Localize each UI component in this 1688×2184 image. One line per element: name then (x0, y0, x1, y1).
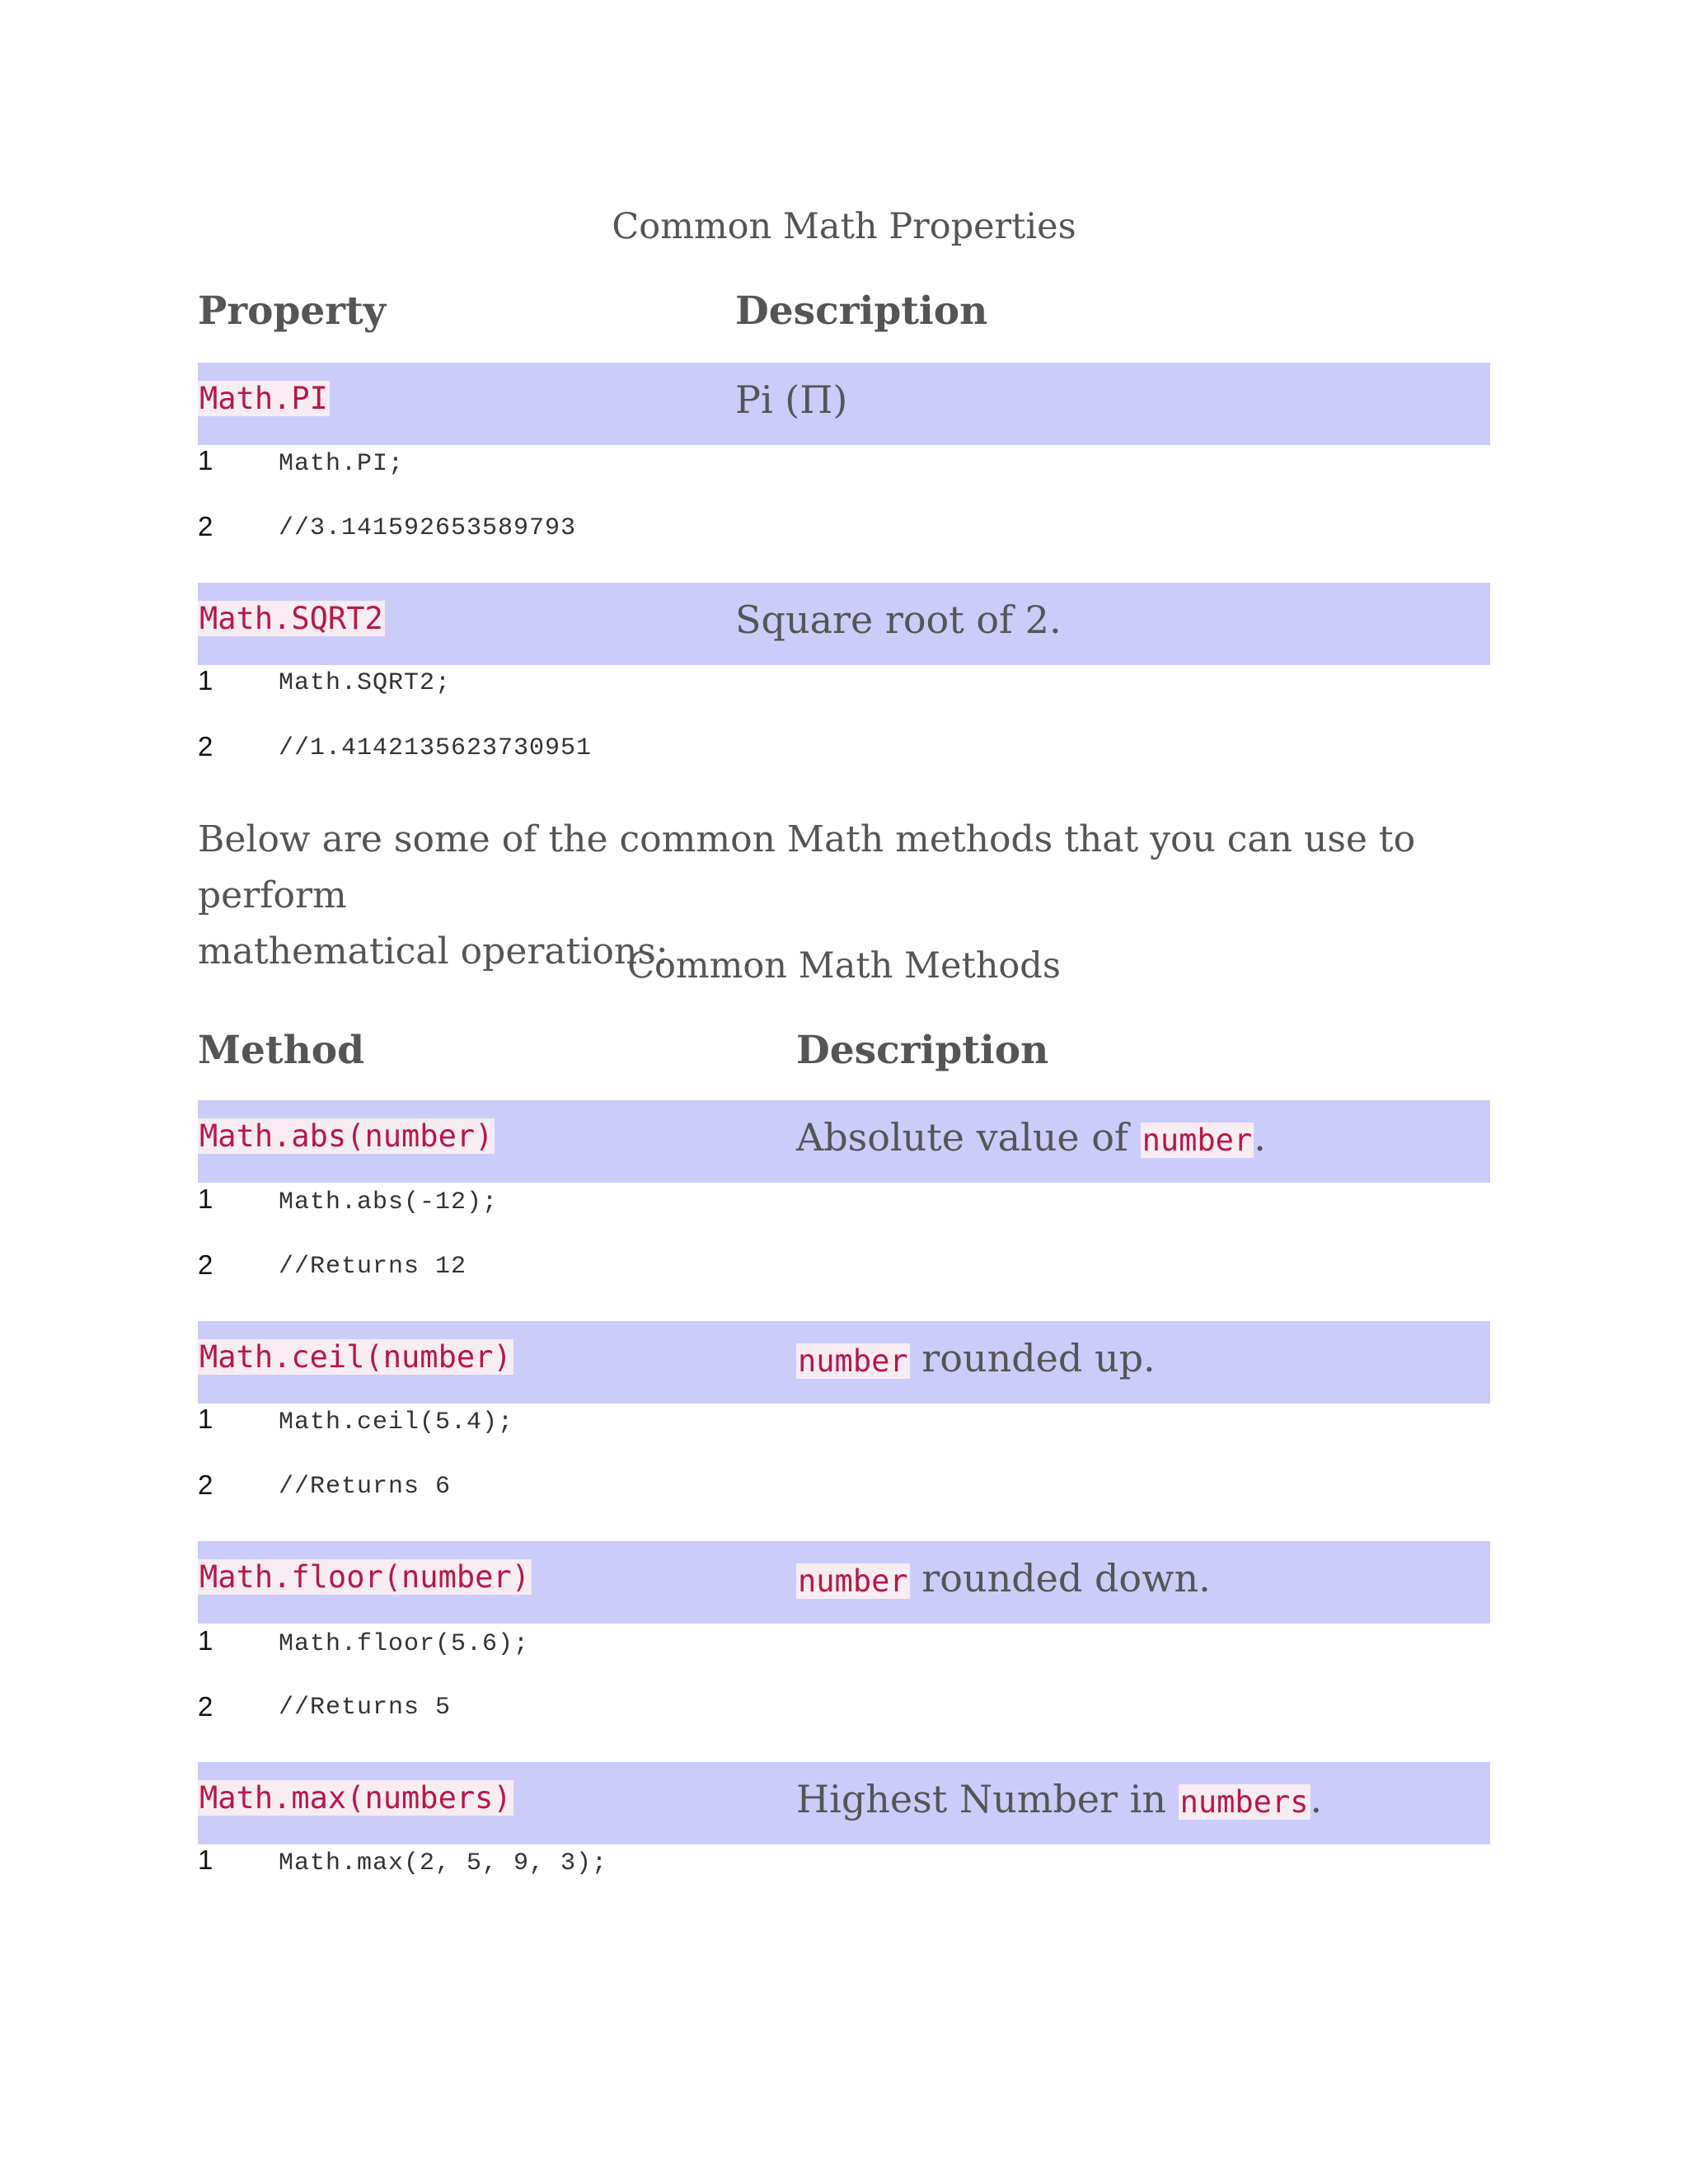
code-line-number: 1 (198, 1183, 213, 1214)
code-line: //Returns 6 (279, 1473, 452, 1501)
methods-col-method: Method (198, 1028, 365, 1073)
properties-col-property: Property (198, 288, 387, 334)
description-code: number (798, 1343, 908, 1379)
description-code: number (1142, 1122, 1253, 1158)
code-line-number: 1 (198, 665, 213, 696)
method-code: Math.max(numbers) (199, 1780, 512, 1816)
property-description: Square root of 2. (735, 598, 1062, 642)
code-line: Math.floor(5.6); (279, 1630, 530, 1658)
description-code: number (798, 1563, 908, 1599)
method-code: Math.abs(number) (199, 1118, 494, 1154)
description-code: numbers (1179, 1784, 1309, 1820)
description-text: . (1310, 1777, 1323, 1821)
methods-caption: Common Math Methods (627, 945, 1061, 987)
method-description (796, 1777, 1322, 1821)
code-line-number: 1 (198, 445, 213, 476)
property-row-pi (198, 363, 1490, 445)
description-text: Absolute value of (796, 1115, 1141, 1160)
method-description (796, 1336, 1156, 1380)
properties-caption: Common Math Properties (612, 206, 1076, 247)
description-text: Highest Number in (796, 1777, 1179, 1821)
method-row-ceil (198, 1321, 1490, 1404)
code-line-number: 1 (198, 1844, 213, 1875)
code-line: Math.max(2, 5, 9, 3); (279, 1849, 608, 1877)
code-line: Math.ceil(5.4); (279, 1408, 514, 1436)
code-line-number: 1 (198, 1404, 213, 1434)
description-text: rounded down. (909, 1556, 1211, 1601)
method-description (796, 1115, 1266, 1160)
method-row-floor (198, 1541, 1490, 1624)
intro-paragraph-line: Below are some of the common Math methods that you can use to perform (198, 818, 1416, 916)
method-code: Math.ceil(number) (199, 1339, 512, 1375)
method-description (796, 1556, 1211, 1601)
code-line: //Returns 12 (279, 1253, 467, 1281)
method-code: Math.floor(number) (199, 1559, 530, 1595)
code-line-number: 2 (198, 511, 213, 541)
intro-paragraph-line: mathematical operations: (198, 930, 668, 972)
code-line: Math.SQRT2; (279, 669, 452, 697)
method-row-max (198, 1762, 1490, 1844)
property-code: Math.PI (199, 381, 328, 416)
code-line: //1.4142135623730951 (279, 734, 593, 762)
description-text: rounded up. (909, 1336, 1156, 1380)
code-line: //3.141592653589793 (279, 514, 577, 542)
property-description: Pi (Π) (735, 377, 848, 422)
code-line-number: 2 (198, 1469, 213, 1500)
methods-col-description: Description (796, 1028, 1049, 1073)
code-line: //Returns 5 (279, 1694, 452, 1722)
code-line-number: 2 (198, 1249, 213, 1280)
code-line-number: 2 (198, 731, 213, 762)
code-line-number: 2 (198, 1691, 213, 1722)
code-line-number: 1 (198, 1625, 213, 1656)
code-line: Math.PI; (279, 450, 405, 478)
property-row-sqrt2 (198, 583, 1490, 665)
method-row-abs (198, 1100, 1490, 1183)
description-text: . (1254, 1115, 1266, 1160)
code-line: Math.abs(-12); (279, 1188, 499, 1216)
property-code: Math.SQRT2 (199, 601, 383, 636)
properties-col-description: Description (735, 288, 988, 334)
